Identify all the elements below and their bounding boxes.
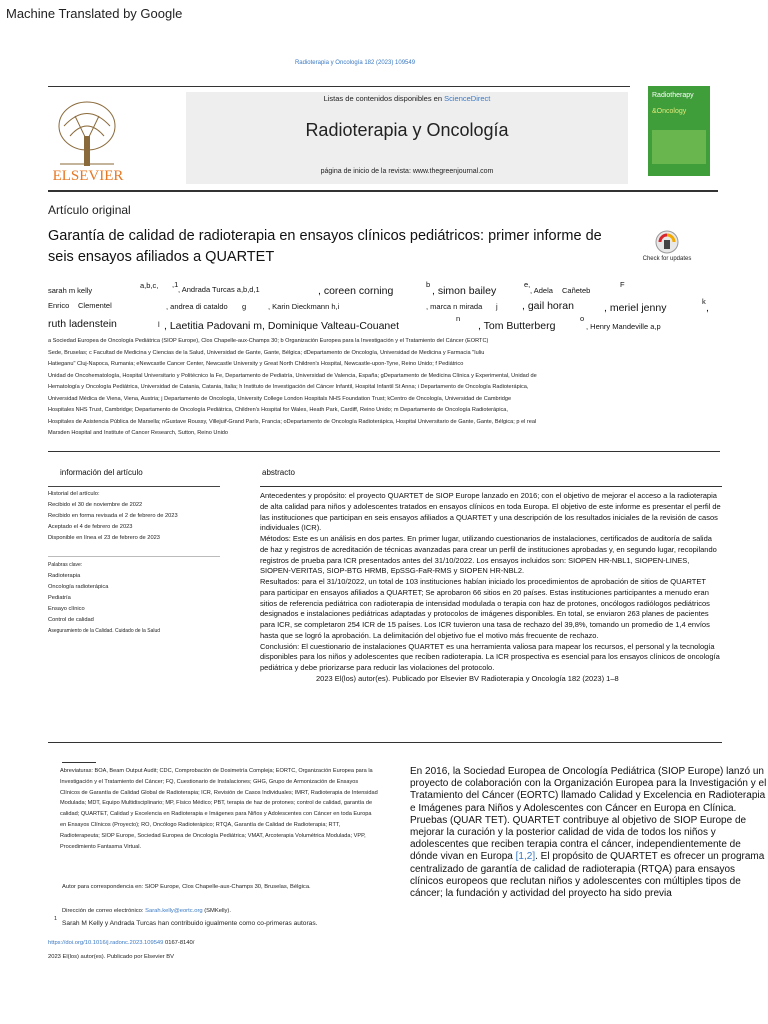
author-name: , Adela [530, 286, 553, 295]
affiliation-line: Sede, Bruselas; c Facultad de Medicina y Ciencias de la Salud, Universidad de Gante, Gante, Bélgica; dDepartamento de Oncología, Universidad de Medicina y Farmacia "Iuliu [48, 349, 485, 356]
affiliation-line: Hospitales de Asistencia Pública de Marsella; nGustave Roussy, Villejuif-Grand París, Francia; oDepartamento de Oncología Radioterápica, Hospital Universitario de Gante, Gante, Bélgica; p el real [48, 418, 537, 425]
history-item: Recibido el 30 de noviembre de 2022 [48, 502, 143, 508]
author-name-link[interactable]: Cañeteb [562, 286, 591, 295]
affiliation-line: Unidad de Oncohematología, Hospital Universitario y Politécnico la Fe, Departamento de Pediatría, Universidad de Valencia, España; gDepartamento de Medicina Clínica y Experimental, Unidad de [48, 372, 537, 379]
history-label: Historial del artículo: [48, 491, 100, 497]
author-name-link[interactable]: Clementel [78, 301, 112, 310]
header-bottom-rule [48, 190, 718, 192]
author-name: , coreen corning [318, 285, 394, 297]
intro-text: En 2016, la Sociedad Europea de Oncología Pediátrica (SIOP Europe) lanzó un proyecto de colaboración con la Organización Europea para la Investigación y el Tratamiento del Cáncer (EORTC) llamado Calidad y Excelencia en Radioterapia e Imágenes para Niños y Adolescentes con Cáncer en Europa en Clínica. Pruebas (QUAR TET). QUARTET contribuye al objetivo de SIOP Europe de mejorar la curación y la posterior calidad de vida de todos los niños y adolescentes que reciben terapia contra el cáncer, independientemente de dónde vivan en Europa [410, 766, 767, 863]
author-superscript[interactable]: g [242, 302, 247, 311]
author-superscript[interactable]: k [702, 297, 706, 306]
author-superscript: ,1 [172, 280, 179, 289]
affiliation-line: a Sociedad Europea de Oncología Pediátrica (SIOP Europe), Clos Chapelle-aux-Champs 30; b Organización Europea para la Investigación y el Tratamiento del Cáncer (EORTC) [48, 338, 489, 344]
email-suffix: (SMKelly). [204, 908, 231, 914]
footnote-rule [62, 762, 96, 763]
affiliation-line: Hatieganu" Cluj-Napoca, Rumania; eNewcastle Cancer Center, Newcastle University y Great North Children's Hospital, Newcastle-upon-Tyne, Reino Unido; f Pediátrico [48, 361, 464, 367]
article-title: Garantía de calidad de radioterapia en ensayos clínicos pediátricos: primer informe de seis ensayos afiliados a QUARTET [48, 228, 602, 265]
journal-title: Radioterapia y Oncología [305, 120, 509, 140]
author-name: , meriel jenny [604, 302, 667, 314]
abstract-paragraph: Conclusión: El cuestionario de instalaciones QUARTET es una herramienta valiosa para mapear los recursos, el personal y la tecnología disponibles para los niños y adolescentes que reciben radioterapia. La ICR prospectiva es esencial para los ensayos clínicos de oncología pediátrica y debe priorizarse para reducir las violaciones del protocolo. [260, 641, 720, 672]
author-superscript[interactable]: o [580, 314, 585, 323]
machine-translation-banner: Machine Translated by Google [6, 6, 183, 21]
cover-title-2: &Oncology [652, 108, 687, 115]
journal-cover-thumbnail[interactable] [648, 86, 710, 176]
header-top-rule [48, 86, 630, 87]
article-info-heading: información del artículo [60, 468, 143, 477]
cover-band [652, 130, 706, 164]
author-name: , gail horan [522, 300, 574, 312]
journal-homepage[interactable]: página de inicio de la revista: www.thegreenjournal.com [320, 168, 494, 175]
equal-contribution-note: Sarah M Kelly y Andrada Turcas han contribuido igualmente como co-primeras autoras. [62, 920, 318, 927]
keyword: Aseguramiento de la Calidad. Cuidado de la Salud [48, 628, 161, 634]
affiliation-line: Hematología y Oncología Pediátrica, Universidad de Catania, Catania, Italia; h Instituto de Investigación del Cáncer Infantil, Hospital Infantil St Anna; i Departamento de Oncología Radioterápica, [48, 384, 529, 390]
cover-title-1: Radiotherapy [652, 92, 694, 99]
elsevier-wordmark: ELSEVIER [52, 168, 124, 184]
abstract-paragraph: Resultados: para el 31/10/2022, un total de 103 instituciones habían iniciado los procedimientos de aprobación de sitios de QUARTET para participar en ensayos afiliados a QUARTET; Se aprobaron 66 sitios en 20 países. Estas instituciones participantes a menudo eran sitios de referencia pediátrica con radioterapia de intensidad modulada o terapia con haz de protones, oncólogos radiólogos pediátricos designados e instalaciones pediátricas adaptadas y protocolos de imágenes disponibles. En total, se enviaron 263 planes de pacientes para ICR, se completaron 254 ICR de 15 países. Los ICR tuvieron una tasa de rechazo del 39,8%, tomando un promedio de 1,4 envíos hasta que se logró la aprobación. La delimitación del objetivo fue el motivo más frecuente de rechazo. [260, 577, 710, 640]
correspondence-note: Autor para correspondencia en: SIOP Europe, Clos Chapelle-aux-Champs 30, Bruselas, Bélgica. [62, 884, 311, 890]
history-item: Disponible en línea el 23 de febrero de 2023 [48, 535, 160, 541]
keywords-block [48, 560, 208, 637]
affiliation-line: Marsden Hospital and Institute of Cancer Research, Sutton, Reino Unido [48, 430, 229, 436]
article-type: Artículo original [48, 203, 131, 217]
keyword: Oncología radioterápica [48, 584, 109, 590]
author-name: sarah m kelly [48, 286, 93, 295]
author-superscript[interactable]: e, [524, 280, 531, 289]
author-superscript[interactable]: b [426, 280, 431, 289]
author-superscript[interactable]: a,b,c, [140, 281, 159, 290]
footer-copyright: 2023 El(los) autor(es). Publicado por Elsevier BV [48, 954, 174, 960]
affiliations-rule [48, 451, 720, 452]
keywords-label: Palabras clave: [48, 562, 83, 568]
abstract-paragraph: Métodos: Este es un análisis en dos partes. En primer lugar, utilizando cuestionarios de instalaciones, certificados de auditoría de salida de haz y registros de acreditación de técnicas avanzadas para crear un perfil de instituciones aprobadas y, en segundo lugar, recopilando registros de prueba para ICR presentados antes del 31/10/2022. Los ensayos incluidos son: SIOPEN HR-NBL1, SIOPEN-LINES, SIOPEN-VERITAS, SIOP-BTG HRMB, EpSSG-FaR-RMS y SIOPEN HR-NBL2. [260, 534, 717, 576]
author-superscript[interactable]: n [456, 314, 461, 323]
author-superscript[interactable]: j [496, 302, 498, 311]
author-name: , andrea di cataldo [166, 302, 228, 311]
sciencedirect-link[interactable]: ScienceDirect [444, 94, 491, 103]
affiliation-line: Universidad Médica de Viena, Viena, Austria; j Departamento de Oncología, University College London Hospitals NHS Foundation Trust; kCentro de Oncología, Universidad de Cambridge [48, 395, 512, 402]
issn: 0167-8140/ [163, 940, 195, 946]
author-name: , Henry Mandeville a,p [586, 322, 661, 331]
author-separator: , [706, 302, 709, 314]
author-name: , Karin Dieckmann h,i [268, 302, 340, 311]
keyword: Ensayo clínico [48, 606, 85, 612]
check-for-updates-button[interactable] [648, 230, 686, 268]
article-info-rule [48, 486, 220, 487]
keywords-rule [48, 556, 220, 557]
footnote-marker: 1 [54, 916, 58, 922]
doi-link[interactable]: https://doi.org/10.1016/j.radonc.2023.109549 [48, 940, 164, 946]
email-prefix: Dirección de correo electrónico: [62, 908, 144, 914]
keyword: Pediatría [48, 595, 71, 601]
keyword: Control de calidad [48, 617, 94, 623]
abstract-rule [260, 486, 722, 487]
abstract-body [260, 491, 722, 685]
affiliations [48, 336, 720, 440]
abstract-bottom-rule [48, 742, 722, 743]
check-for-updates-label: Check for updates [642, 256, 692, 262]
contents-prefix: Listas de contenidos disponibles en [323, 94, 443, 103]
journal-citation-link[interactable]: Radioterapia y Oncología 182 (2023) 109549 [294, 60, 416, 66]
email-link[interactable]: Sarah.kelly@eortc.org [145, 908, 203, 914]
author-name: , Laetitia Padovani m, Dominique Valteau-Couanet [164, 320, 400, 332]
author-name: , Andrada Turcas a,b,d,1 [178, 285, 260, 294]
author-name: , Tom Butterberg [478, 320, 556, 332]
doi-line [48, 940, 368, 946]
elsevier-logo [50, 96, 126, 186]
abstract-paragraph: Antecedentes y propósito: el proyecto QUARTET de SIOP Europe lanzado en 2016; con el objetivo de mejorar el acceso a la radioterapia de alta calidad para niños y adolescentes tratados en ensayos clínicos en toda Europa. El objetivo de este informe es presentar el perfil de las instituciones que participan en seis ensayos afiliados a QUARTET y una descripción de los resultados iniciales de la revisión de casos individuales (ICR). [260, 491, 721, 533]
author-name: ruth ladenstein [48, 318, 117, 330]
keyword: Radioterapia [48, 573, 81, 579]
abstract-copyright: 2023 El(los) autor(es). Publicado por Elsevier BV Radioterapia y Oncología 182 (2023) 1–8 [316, 673, 619, 683]
author-superscript[interactable]: F [620, 280, 625, 289]
author-name: Enrico [48, 301, 70, 310]
intro-text: . El propósito de QUARTET es ofrecer un programa centralizado de garantía de calidad de radioterapia (RTQA) para ensayos clínicos europeos que reclutan niños y adolescentes con múltiples tipos de cáncer; la fundación y actividad del proyecto ha sido previa [410, 851, 765, 900]
affiliation-line: Hospitales NHS Trust, Cambridge; Departamento de Oncología Pediátrica, Children's Hospital for Wales, Heath Park, Cardiff, Reino Unido; m Departamento de Oncología Radioterápica, [48, 407, 508, 413]
contents-line [186, 94, 628, 103]
check-updates-icon [648, 230, 686, 256]
abstract-heading: abstracto [262, 468, 295, 477]
author-name: , simon bailey [432, 285, 497, 297]
email-note [62, 908, 382, 914]
citation-link[interactable]: [1,2] [515, 851, 536, 863]
introduction-paragraph [396, 766, 768, 900]
history-item: Recibido en forma revisada el 2 de febrero de 2023 [48, 513, 178, 519]
article-history [48, 489, 208, 544]
history-item: Aceptado el 4 de febrero de 2023 [48, 524, 133, 530]
abbreviations: Abreviaturas: BOA, Beam Output Audit; CDC, Comprobación de Dosimetría Compleja; EORTC, Organización Europea para la Investigación y el Tratamiento del Cáncer; FQ, Cuestionario de Instalaciones; GHG, Grupo de Armonización de Ensayos Clínicos de Garantía de Calidad Global de Radioterapia; ICR, Revisión de Casos Individuales; IMRT, Radioterapia de Intensidad Modulada; MDT, Equipo Multidisciplinario; MP, Físico Médico; PBT, terapia de haz de protones; control de calidad, garantía de calidad; QUARTET, Calidad y Excelencia en Radioterapia e Imágenes para Niños y Adolescentes con Cáncer en toda Europa en Ensayos Clínicos (Proyecto); RO, Oncólogo Radioterápico; RTQA, Garantía de Calidad de Radioterapia; RTT, Radioterapeuta; SIOP Europe, Sociedad Europea de Oncología Pediátrica; VMAT, Arcoterapia Volumétrica Modulada; VPP, Procedimiento Fantasma Virtual. [60, 768, 378, 850]
author-superscript[interactable]: l [158, 320, 160, 329]
author-name: , marca n mirada [426, 302, 483, 311]
